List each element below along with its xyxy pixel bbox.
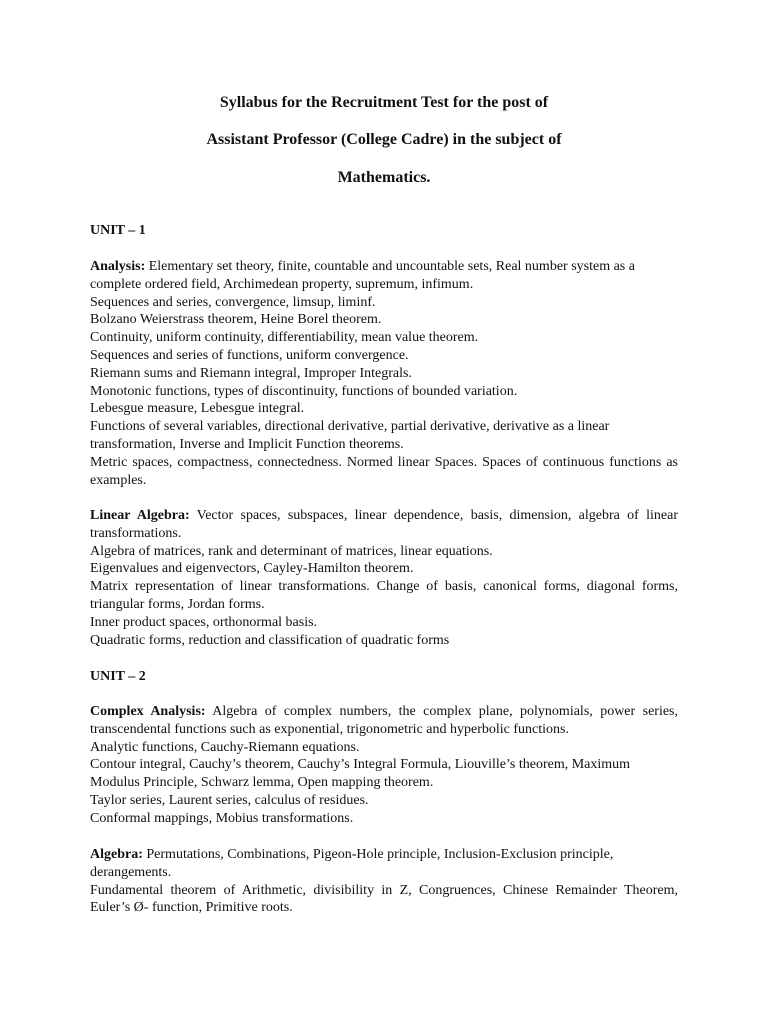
complex-analysis-section xyxy=(90,703,678,828)
linear-algebra-intro-text: Vector spaces, subspaces, linear dependence, basis, dimension, algebra of linear transformations. xyxy=(90,508,678,541)
linear-algebra-line: Quadratic forms, reduction and classification of quadratic forms xyxy=(90,632,450,648)
analysis-line: Functions of several variables, directional derivative, partial derivative, derivative as a linear transformation, Inverse and Implicit Function theorems. xyxy=(90,419,610,452)
analysis-line: Sequences and series, convergence, limsup, liminf. xyxy=(90,294,376,310)
algebra-label: Algebra: xyxy=(90,847,143,862)
analysis-line: Continuity, uniform continuity, differentiability, mean value theorem. xyxy=(90,330,479,346)
analysis-line: Monotonic functions, types of discontinuity, functions of bounded variation. xyxy=(90,383,518,399)
analysis-section xyxy=(90,258,678,489)
linear-algebra-line: Matrix representation of linear transformations. Change of basis, canonical forms, diagonal forms, triangular forms, Jordan forms. xyxy=(90,579,678,612)
complex-analysis-line: Contour integral, Cauchy’s theorem, Cauchy’s Integral Formula, Liouville’s theorem, Maximum Modulus Principle, Schwarz lemma, Open mapping theorem. xyxy=(90,757,631,791)
analysis-line: Riemann sums and Riemann integral, Improper Integrals. xyxy=(90,365,412,381)
analysis-line: Bolzano Weierstrass theorem, Heine Borel theorem. xyxy=(90,312,382,328)
unit-2-heading: UNIT – 2 xyxy=(90,669,146,684)
linear-algebra-label: Linear Algebra: xyxy=(90,508,190,523)
algebra-intro-text: Permutations, Combinations, Pigeon-Hole principle, Inclusion-Exclusion principle, derangements. xyxy=(90,847,614,880)
complex-analysis-intro xyxy=(90,703,678,739)
linear-algebra-section xyxy=(90,507,678,649)
analysis-line: Metric spaces, compactness, connectedness. Normed linear Spaces. Spaces of continuous functions as examples. xyxy=(90,454,678,488)
complex-analysis-intro-text: Algebra of complex numbers, the complex plane, polynomials, power series, transcendental functions such as exponential, trigonometric and hyperbolic functions. xyxy=(90,704,678,737)
analysis-line: Lebesgue measure, Lebesgue integral. xyxy=(90,401,305,417)
analysis-label: Analysis: xyxy=(90,259,146,274)
analysis-intro xyxy=(90,258,678,294)
linear-algebra-line: Inner product spaces, orthonormal basis. xyxy=(90,614,318,630)
analysis-line: Sequences and series of functions, uniform convergence. xyxy=(90,347,409,363)
linear-algebra-line: Algebra of matrices, rank and determinant of matrices, linear equations. xyxy=(90,543,493,559)
complex-analysis-line: Conformal mappings, Mobius transformations. xyxy=(90,810,354,826)
unit-1-heading: UNIT – 1 xyxy=(90,223,146,238)
algebra-section xyxy=(90,846,678,917)
title-line-2: Assistant Professor (College Cadre) in the subject of xyxy=(206,131,562,148)
linear-algebra-intro xyxy=(90,507,678,543)
complex-analysis-line: Analytic functions, Cauchy-Riemann equations. xyxy=(90,739,360,755)
title-line-1: Syllabus for the Recruitment Test for the post of xyxy=(219,94,549,111)
complex-analysis-label: Complex Analysis: xyxy=(90,704,206,719)
analysis-intro-text: Elementary set theory, finite, countable and uncountable sets, Real number system as a complete ordered field, Archimedean property, supremum, infimum. xyxy=(90,259,635,292)
algebra-line: Fundamental theorem of Arithmetic, divisibility in Z, Congruences, Chinese Remainder Theorem, Euler’s Ø- function, Primitive roots. xyxy=(90,882,678,916)
algebra-intro xyxy=(90,846,678,882)
linear-algebra-line: Eigenvalues and eigenvectors, Cayley-Hamilton theorem. xyxy=(90,561,414,577)
complex-analysis-line: Taylor series, Laurent series, calculus of residues. xyxy=(90,792,369,808)
title-line-3: Mathematics. xyxy=(337,169,431,186)
